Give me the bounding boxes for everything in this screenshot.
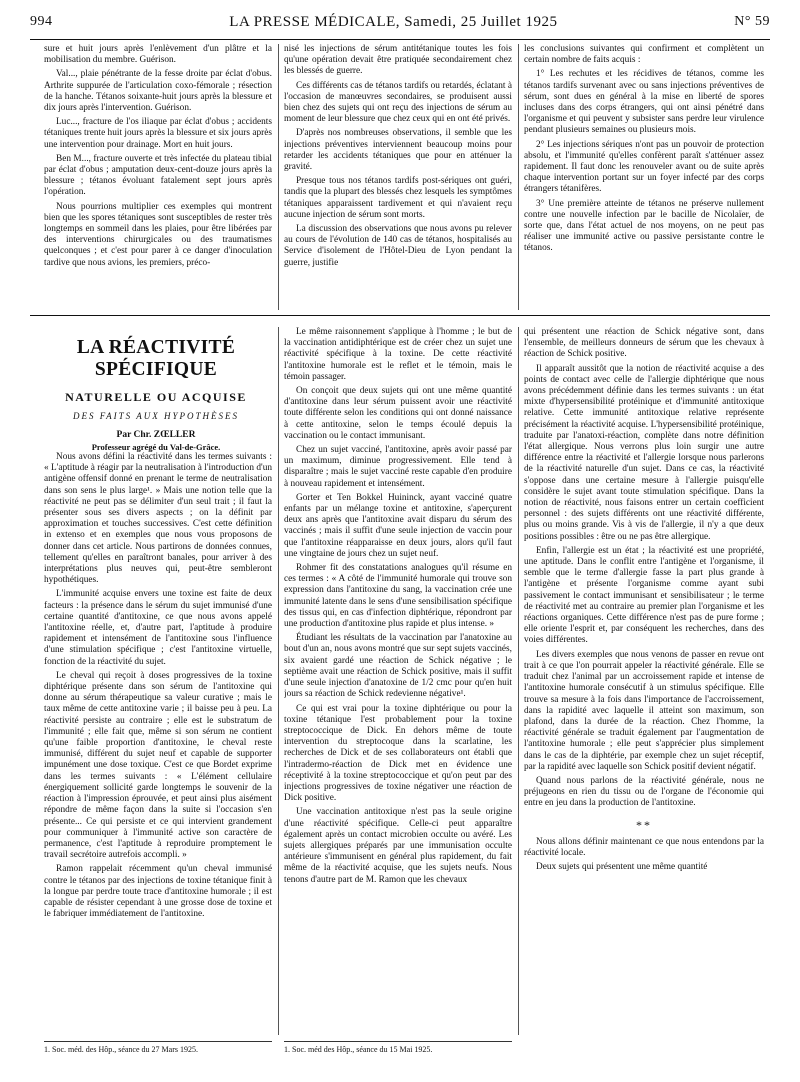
body-column-3 bbox=[524, 327, 764, 1035]
paragraph: Ce qui est vrai pour la toxine diphtérique ou pour la toxine tétanique l'est probablement pour la toxine streptococcique de Dick. En dehors même de toute intervention du streptocoque dans la scarlatine, les recherches de Dick et de ses collaborateurs ont établi que l'intradermo-réaction de Dick met en évidence une réceptivité à la toxine streptococcique et qu'on peut par des injections progressives de toxine négativer une réaction de Dick positive. bbox=[284, 703, 512, 804]
paragraph: Nous allons définir maintenant ce que nous entendons par la réactivité locale. bbox=[524, 836, 764, 858]
column-divider bbox=[278, 327, 279, 1035]
author-affiliation: Professeur agrégé du Val-de-Grâce. bbox=[91, 442, 221, 452]
body-column-1 bbox=[44, 452, 272, 1028]
paragraph: On conçoit que deux sujets qui ont une même quantité d'antitoxine dans leur sérum puissent avoir une réactivité toute différente selon les conditions qui ont donné naissance à cette antitoxine, selon le temps écoulé depuis la vaccination ou le contact immunisant. bbox=[284, 386, 512, 441]
paragraph: Une vaccination antitoxique n'est pas la seule origine d'une réactivité spécifique. Celle-ci peut apparaître également après un contact microbien occulte ou avéré. Les sujets allergiques préparés par une immunisation occulte antérieure s'immunisent en général plus rapidement, du fait même de la réactivité acquise, que les sujets neufs. Nous tenons d'autre part de M. Ramon que les chevaux bbox=[284, 807, 512, 885]
paragraph: les conclusions suivantes qui confirment et complètent un certain nombre de faits acquis : bbox=[524, 44, 764, 66]
paragraph: Enfin, l'allergie est un état ; la réactivité est une propriété, une aptitude. Dans le conflit entre l'antigène et l'organisme, il semble que le terme d'allergie fasse la part plus grande à l'antigène et présente l'organisme comme ayant subi passivement le contact immunisant et sensibilisateur ; le terme de réactivité met au contraire au premier plan l'organisme et les réactions organiques. Cette différence n'est pas de pure forme ; elle oriente l'esprit et, par conséquent les recherches, dans des voies différentes. bbox=[524, 545, 764, 646]
issue-number: N° 59 bbox=[734, 14, 770, 29]
paragraph: Le cheval qui reçoit à doses progressives de la toxine diphtérique présente dans son sérum de l'antitoxine qui donne au sérum thérapeutique sa valeur curative ; mais le taux même de cette antitoxine varie ; il baisse peu à peu. La réactivité persiste au contraire ; elle est le substratum de l'immunité ; elle fait que, même si son sérum ne contient qu'une faible proportion d'antitoxine, le cheval reste immunisé, différent du sujet neuf et capable de supporter impunément une dose toxique. C'est ce que Bordet exprime dans les termes suivants : « L'élément cellulaire énergiquement sollicité garde longtemps le souvenir de la réaction à l'impression éprouvée, et peut ainsi plus aisément répondre de même façon dans la suite si l'occasion s'en présente... Ce qui persiste et ce qui intervient grandement pour communiquer à l'immunité active son caractère de permanence, c'est l'aptitude à reproduire promptement le travail secrétoire autrefois accompli. » bbox=[44, 670, 272, 861]
article-tagline: DES FAITS AUX HYPOTHÈSES bbox=[73, 411, 239, 421]
top-column-1 bbox=[44, 44, 272, 310]
column-divider bbox=[518, 44, 519, 310]
paragraph: Ben M..., fracture ouverte et très infectée du plateau tibial par éclat d'obus ; amputation deux-cent-douze jours après la blessure ; tétanos évoluant fatalement sept jours après l'opération. bbox=[44, 153, 272, 198]
paragraph: Luc..., fracture de l'os iliaque par éclat d'obus ; accidents tétaniques trente huit jours après la blessure et six jours après une intervention pour drainage. Mort en huit jours. bbox=[44, 117, 272, 150]
paragraph: Nous avons défini la réactivité dans les termes suivants : « L'aptitude à réagir par la neutralisation à l'introduction d'un antigène offensif donné en prenant le terme de neutralisation dans son sens le plus large¹. » Mais une notion telle que la réactivité ne peut pas se délimiter d'un seul trait ; il faut la présenter sous ses divers aspects ; on la définit par approximation et touches successives. C'est cette définition in extenso et en exemples que nous vous proposons de donner dans cet article. Nous partirons de données connues, tellement qu'elles en paraîtront banales, pour arriver à des interprétations plus neuves qui, peut-être sembleront hypothétiques. bbox=[44, 452, 272, 586]
paragraph: Chez un sujet vacciné, l'antitoxine, après avoir passé par un maximum, diminue progressivement. Elle tend à disparaître ; mais le sujet vacciné reste capable d'en produire à nouveau rapidement et intensément. bbox=[284, 445, 512, 489]
body-column-2 bbox=[284, 327, 512, 1035]
footnote: 1. Soc. méd. des Hôp., séance du 27 Mars 1925. bbox=[44, 1041, 272, 1054]
paragraph: qui présentent une réaction de Schick négative sont, dans l'ensemble, de meilleurs donneurs de sérum que les chevaux à réaction de Schick positive. bbox=[524, 327, 764, 360]
section-separator: ** bbox=[636, 817, 652, 832]
paragraph: Ces différents cas de tétanos tardifs ou retardés, éclatant à l'occasion de manœuvres secondaires, se produisent aussi bien chez des sujets qui ont reçu des injections de sérum au moment de leur blessure que chez ceux qui en ont été privés. bbox=[284, 80, 512, 125]
paragraph: Les divers exemples que nous venons de passer en revue ont trait à ce que l'on pourrait appeler la réactivité générale. Elle se traduit chez l'animal par un accroissement rapide et intense de l'antitoxine humorale consécutif à un stimulus spécifique. Elle trouve sa mesure à la fois dans l'importance de l'accroissement, dans la rapidité avec laquelle il atteint son maximum, son plafond, dans la durée de la réaction. Chez l'homme, la réactivité générale se traduit également par l'augmentation de l'antitoxine humorale ; elle peut s'apprécier plus simplement dans le cas de la diphtérie, par exemple chez un sujet réceptif, par la rapidité avec laquelle son Schick positif devient négatif. bbox=[524, 649, 764, 772]
paragraph: L'immunité acquise envers une toxine est faite de deux facteurs : la présence dans le sérum du sujet immunisé d'une certaine quantité d'antitoxine, ce que nous avons appelé l'antitoxine réelle, et, d'autre part, l'aptitude à produire rapidement et intensément de l'antitoxine sous l'influence d'une stimulation spécifique ; c'est l'antitoxine virtuelle, fonction de la réactivité du sujet. bbox=[44, 589, 272, 667]
article-author: Par Chr. ZŒLLER bbox=[116, 430, 196, 440]
article-heading bbox=[40, 337, 272, 452]
column-divider bbox=[278, 44, 279, 310]
article-subtitle: NATURELLE OU ACQUISE bbox=[65, 390, 247, 404]
page-number: 994 bbox=[30, 14, 53, 29]
section-rule bbox=[30, 315, 770, 316]
paragraph: 3° Une première atteinte de tétanos ne préserve nullement contre une nouvelle infection par le bacille de Nicolaïer, de sorte que, dans l'état actuel de nos moyens, on ne peut pas réaliser une immunité active ou passive persistante contre le tétanos. bbox=[524, 198, 764, 254]
paragraph: sure et huit jours après l'enlèvement d'un plâtre et la mobilisation du membre. Guérison. bbox=[44, 44, 272, 66]
paragraph: 1° Les rechutes et les récidives de tétanos, comme les tétanos tardifs survenant avec ou sans injections préventives de sérum, sont dues en général à la mise en liberté de spores incluses dans des corps étrangers, qui ont ainsi pénétré dans l'organisme et qui peuvent y subsister sans perdre leur virulence pendant plusieurs semaines ou plusieurs mois. bbox=[524, 69, 764, 136]
paragraph: Presque tous nos tétanos tardifs post-sériques ont guéri, tandis que la plupart des blessés chez lesquels les symptômes tétaniques apparaissent tardivement et qui n'avaient reçu aucune injection de sérum sont morts. bbox=[284, 176, 512, 220]
column-divider bbox=[518, 327, 519, 1035]
paragraph: Gorter et Ten Bokkel Huininck, ayant vacciné quatre enfants par un mélange toxine et antitoxine, s'aperçurent deux ans après que l'antitoxine avait disparu du sérum des vaccinés ; mais il suffit d'une seule injection de vaccin pour que l'antitoxine réapparaisse en deux jours, alors qu'il faut une vingtaine de jours chez un sujet neuf. bbox=[284, 492, 512, 559]
paragraph: Nous pourrions multiplier ces exemples qui montrent bien que les spores tétaniques sont susceptibles de rester très longtemps en sommeil dans les plaies, pour être libérées par des interventions chirurgicales ou des traumatismes quelconques ; et c'est pour parer à ce danger d'inoculation tardive que nous avions, les premiers, préco- bbox=[44, 201, 272, 268]
paragraph: 2° Les injections sériques n'ont pas un pouvoir de protection absolu, et l'immunité qu'elles confèrent paraît s'atténuer assez rapidement. Il faut donc les renouveler avant ou de suite après chaque intervention portant sur un foyer infecté par des corps étrangers tétanifères. bbox=[524, 139, 764, 195]
paragraph: nisé les injections de sérum antitétanique toutes les fois qu'une opération devait être pratiquée secondairement chez les blessés de guerre. bbox=[284, 44, 512, 77]
paragraph: Deux sujets qui présentent une même quantité bbox=[536, 862, 708, 873]
footnote: 1. Soc. méd des Hôp., séance du 15 Mai 1925. bbox=[284, 1041, 512, 1054]
article-title: LA RÉACTIVITÉ SPÉCIFIQUE bbox=[76, 337, 236, 380]
paragraph: Ramon rappelait récemment qu'un cheval immunisé contre le tétanos par des injections de toxine tétanique finit à la longue par perdre toute trace d'antitoxine humorale ; il est capable de résister cependant à une grosse dose de toxine et le fabriquer immédiatement de l'antitoxine. bbox=[44, 864, 272, 920]
paragraph: Quand nous parlons de la réactivité générale, nous ne préjugeons en rien du tissu ou de l'organe de l'économie qui entre en jeu dans la production de l'antitoxine. bbox=[524, 775, 764, 809]
paragraph: Rohmer fit des constatations analogues qu'il résume en ces termes : « A côté de l'immunité humorale qui trouve son expression dans l'antitoxine du sang, la vaccination crée une immunité latente dans le sens d'une sensibilisation spécifique des tissus qui, en cas d'infection diphtérique, répondront par une production d'antitoxine plus rapide et plus intense. » bbox=[284, 563, 512, 630]
paragraph: Val..., plaie pénétrante de la fesse droite par éclat d'obus. Arthrite suppurée de l'articulation coxo-fémorale ; résection de la hanche. Tétanos soixante-huit jours après la blessure et dix jours après l'intervention. Guérison. bbox=[44, 69, 272, 114]
journal-title: LA PRESSE MÉDICALE, Samedi, 25 Juillet 1925 bbox=[229, 13, 558, 30]
paragraph: Étudiant les résultats de la vaccination par l'anatoxine au bout d'un an, nous avons montré que sur sept sujets vaccinés, six avaient gardé une réaction de Schick négative ; le septième avait une réaction de Schick positive, mais il suffit d'une seule injection d'anatoxine de 1/2 cmc pour qu'en huit jours sa réaction de Schick redevienne négative¹. bbox=[284, 633, 512, 700]
paragraph: La discussion des observations que nous avons pu relever au cours de l'évolution de 140 cas de tétanos, hospitalisés au Service d'isolement de l'Hôtel-Dieu de Lyon pendant la guerre, justifie bbox=[284, 224, 512, 268]
top-column-2 bbox=[284, 44, 512, 310]
top-column-3 bbox=[524, 44, 764, 310]
paragraph: Le même raisonnement s'applique à l'homme ; le but de la vaccination antidiphtérique est de créer chez un sujet une réactivité spécifique à la toxine. De cette réactivité l'antitoxine humorale est le reflet et le témoin, mais le témoin passager. bbox=[284, 327, 512, 382]
paragraph: D'après nos nombreuses observations, il semble que les injections préventives interviennent beaucoup moins pour retarder les accidents tétaniques que pour en atténuer la gravité. bbox=[284, 128, 512, 173]
page-header bbox=[30, 5, 770, 40]
paragraph: Il apparaît aussitôt que la notion de réactivité acquise a des points de contact avec celle de l'allergie diphtérique que nous avons précédemment définie dans les termes suivants : un état mixte d'hypersensibilité protéinique et d'immunité antitoxique relative. Cette immunité antitoxique relative représente précisément la réactivité acquise. L'hypersensibilité protéinique, traduite par l'anatoxi-réaction, complète dans notre définition l'état allergique. Nous verrons plus loin surgir une autre différence entre la réactivité et l'allergie lorsque nous parlerons de la réactivité naturelle d'un sujet. Dans ce cas, la réactivité s'oppose dans une certaine mesure à l'allergie puisqu'elle considère le sujet avant toute stimulation spécifique. Dans la notion de réactivité, nous faisons entrer un certain coefficient personnel : des sujets différents ont une réactivité différente, plus ou moins grande. Vis à vis de l'allergie, il n'y a que deux positions possibles : être ou ne pas être allergique. bbox=[524, 363, 764, 542]
